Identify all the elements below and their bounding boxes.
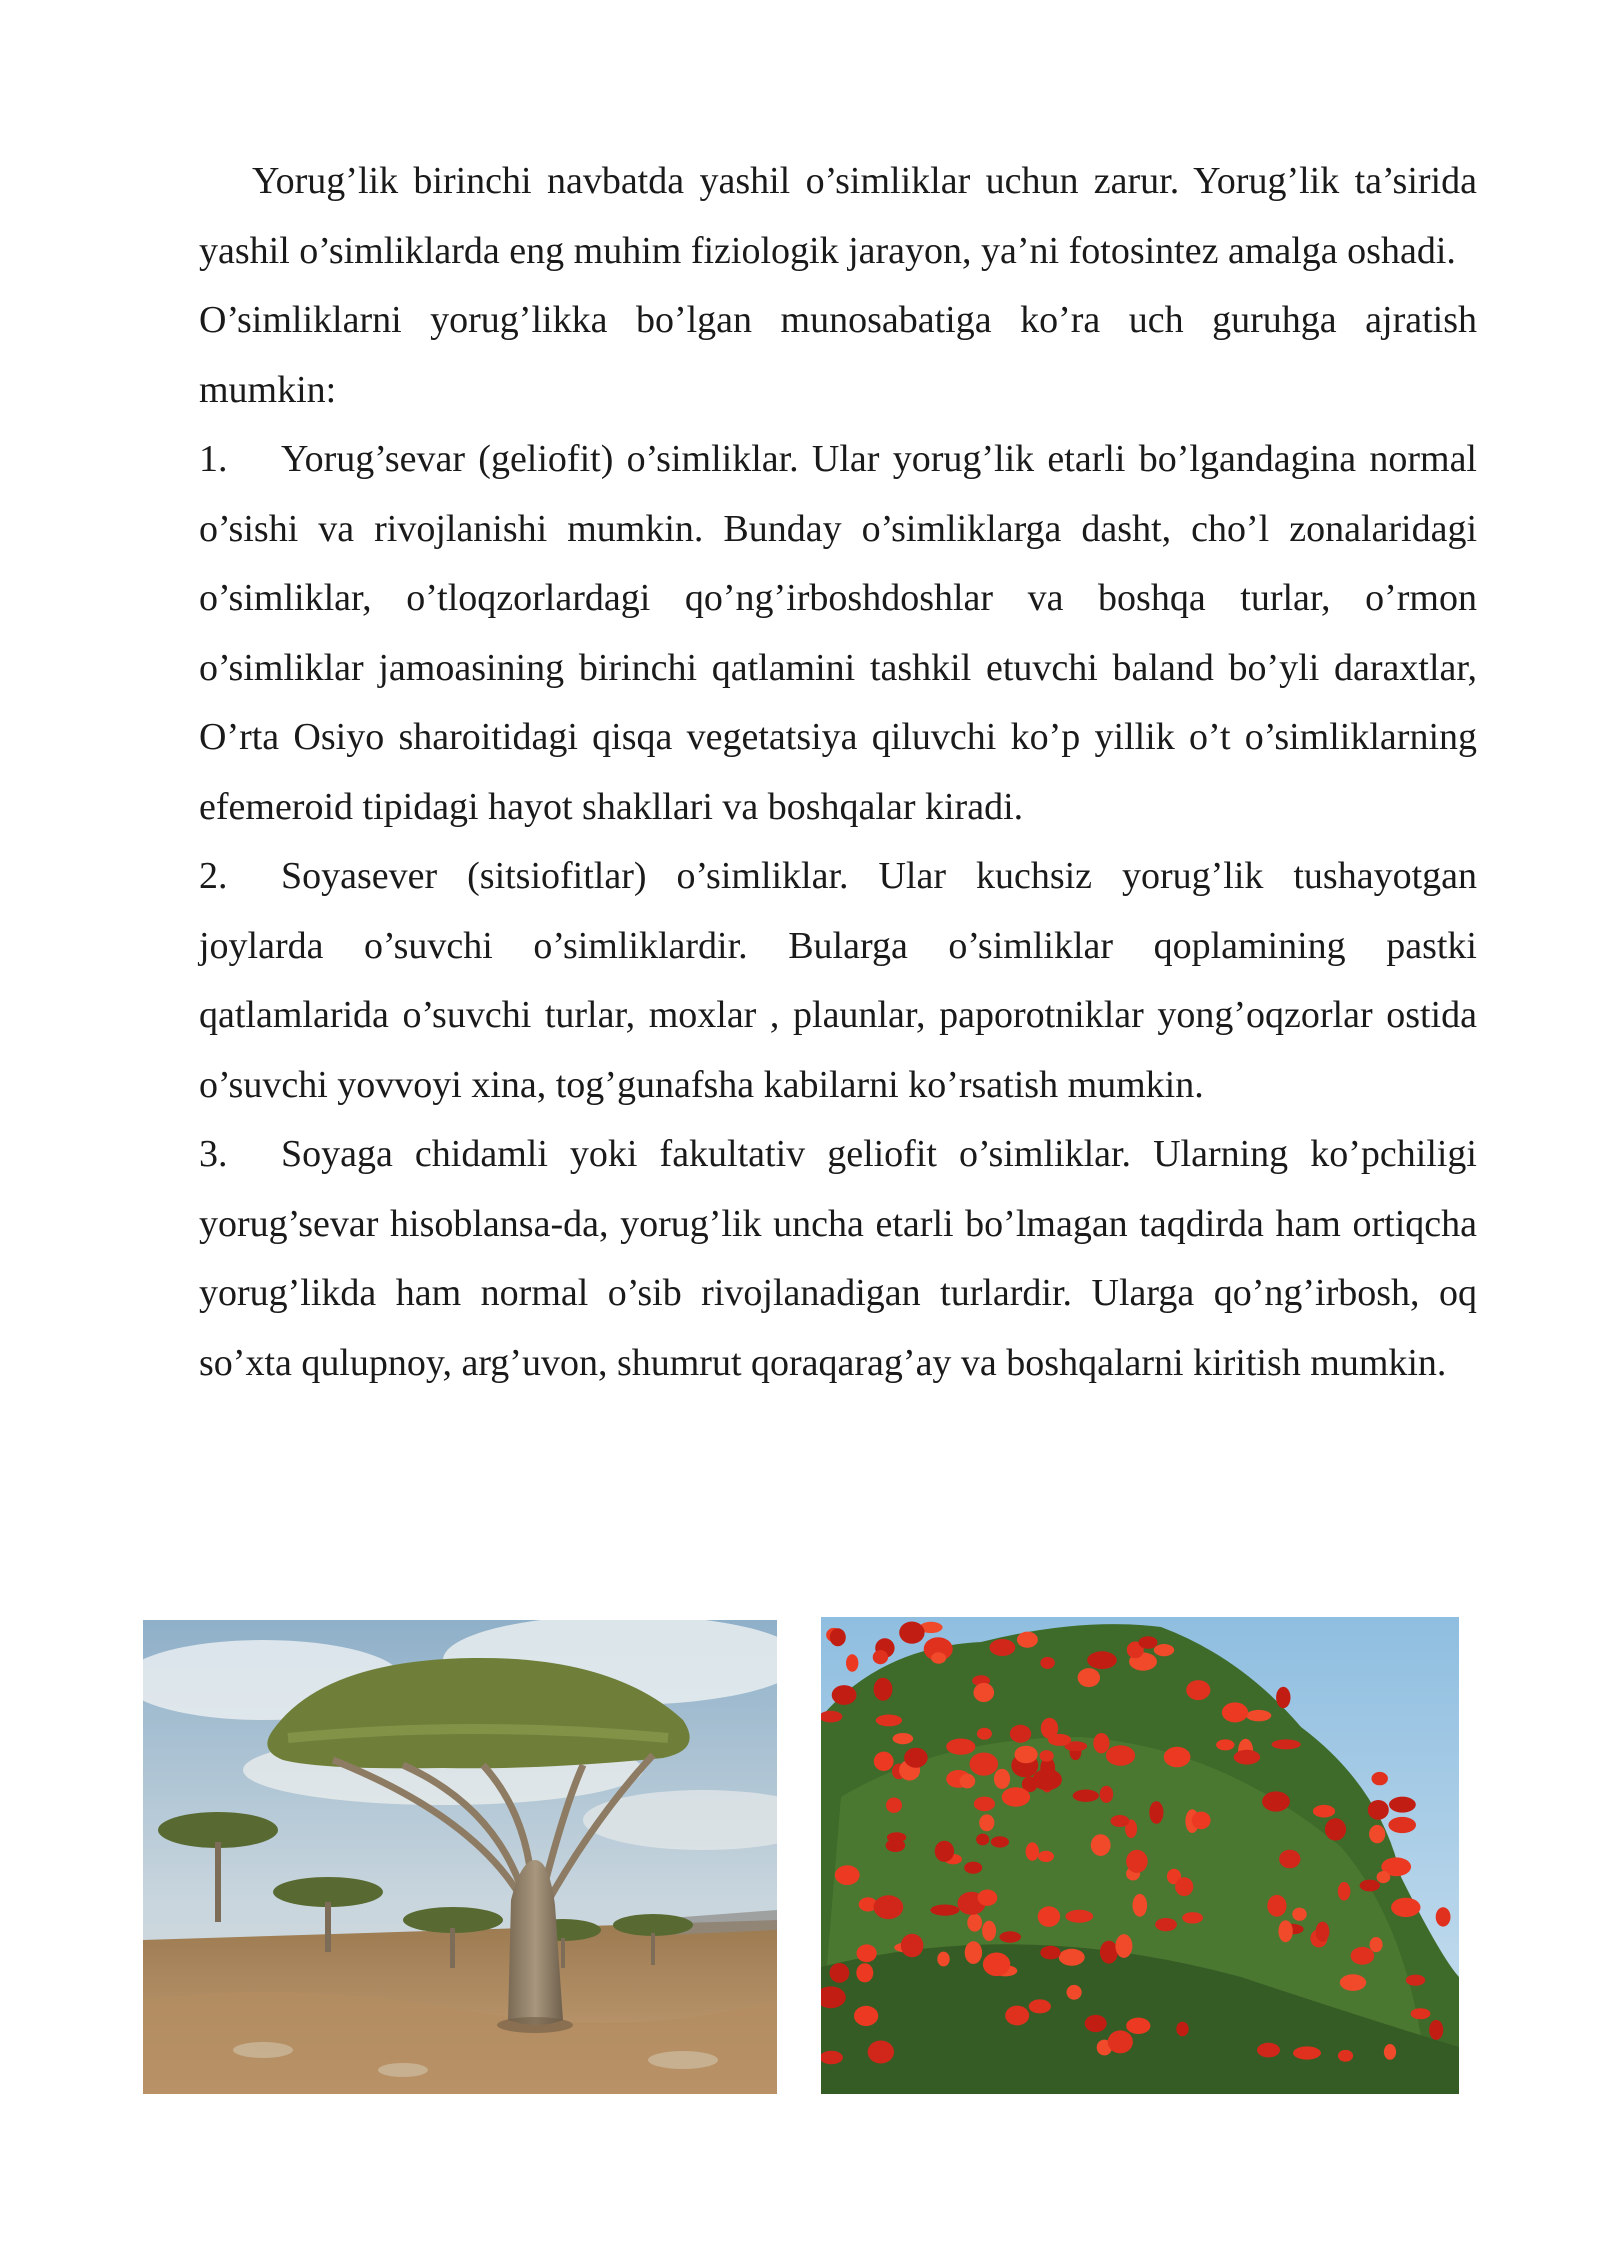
flower-cluster <box>1108 2030 1133 2053</box>
flower-cluster <box>1222 1702 1248 1722</box>
flower-cluster <box>904 1748 928 1768</box>
flower-cluster <box>979 1814 994 1831</box>
flower-cluster <box>1017 1632 1038 1648</box>
flower-cluster <box>970 1753 999 1776</box>
flower-cluster <box>1360 1880 1380 1892</box>
flower-cluster <box>1100 1786 1114 1803</box>
flower-cluster <box>1325 1818 1346 1840</box>
flower-cluster <box>1372 1772 1388 1785</box>
flower-cluster <box>1106 1745 1135 1766</box>
flower-cluster <box>1048 1734 1071 1746</box>
flower-cluster <box>1015 1746 1038 1764</box>
flower-cluster <box>1038 1851 1054 1862</box>
flower-cluster <box>982 1921 996 1941</box>
flower-cluster <box>1040 1750 1054 1762</box>
flower-cluster <box>874 1895 904 1919</box>
text-body <box>199 147 1477 1398</box>
flower-cluster <box>835 1865 860 1885</box>
flower-cluster <box>965 1941 982 1964</box>
intro-paragraph: Yorug’lik birinchi navbatda yashil o’simliklar uchun zarur. Yorug’lik ta’sirida yashil o’simliklarda eng muhim fiziologik jarayon, ya’ni fotosintez amalga oshadi. <box>199 160 1477 272</box>
flower-cluster <box>1182 1912 1203 1923</box>
flower-cluster <box>999 1931 1021 1942</box>
flower-cluster <box>977 1728 992 1740</box>
flower-cluster <box>935 1841 954 1862</box>
flower-cluster <box>1010 1725 1031 1743</box>
flower-cluster <box>1389 1797 1416 1813</box>
flowering-tree-photo <box>821 1617 1459 2094</box>
flower-cluster <box>1338 1882 1351 1901</box>
flower-cluster <box>1002 1787 1030 1807</box>
flower-cluster <box>1216 1739 1234 1750</box>
flower-cluster <box>1391 1898 1420 1917</box>
flower-cluster <box>1126 2018 1150 2034</box>
flower-cluster <box>1139 1636 1158 1649</box>
flower-cluster <box>1176 2022 1188 2036</box>
flower-cluster <box>873 1650 888 1664</box>
flower-cluster <box>1164 1747 1191 1768</box>
flower-cluster <box>1246 1710 1271 1721</box>
flower-cluster <box>874 1752 894 1771</box>
flower-cluster <box>1316 1922 1330 1942</box>
classification-paragraph: O’simliklarni yorug’likka bo’lgan munosabatiga ko’ra uch guruhga ajratish mumkin: <box>199 299 1477 411</box>
flower-cluster <box>1234 1750 1260 1765</box>
flower-cluster <box>857 1944 877 1962</box>
flower-cluster <box>1369 1825 1385 1843</box>
flower-cluster <box>1059 1949 1085 1966</box>
flower-cluster <box>1411 2008 1431 2019</box>
flower-cluster <box>899 1622 924 1644</box>
flower-cluster <box>1276 1687 1290 1708</box>
flower-cluster <box>976 1834 989 1846</box>
flower-cluster <box>1368 1800 1389 1820</box>
flower-cluster <box>1149 1801 1163 1824</box>
flower-cluster <box>1370 1937 1383 1952</box>
flower-cluster <box>1111 1815 1130 1827</box>
flower-cluster <box>856 1963 873 1982</box>
flower-cluster <box>1257 2043 1280 2058</box>
flower-cluster <box>1026 1842 1039 1860</box>
flower-cluster <box>1267 1895 1286 1917</box>
flower-cluster <box>937 1952 949 1967</box>
flower-cluster <box>854 2006 878 2026</box>
flower-cluster <box>960 1774 976 1789</box>
flower-cluster <box>1406 1975 1425 1986</box>
list-item-text: Yorug’sevar (geliofit) o’simliklar. Ular yorug’lik etarli bo’lgandagina normal o’sishi va rivojlanishi mumkin. Bunday o’simliklarga dasht, cho’l zonalaridagi o’simliklar, o’tloqzorlardagi qo’ng’irboshdoshlar va boshqa turlar, o’rmon o’simliklar jamoasining birinchi qatlamini tashkil etuvchi baland bo’yli daraxtlar, O’rta Osiyo sharoitidagi qisqa vegetatsiya qiluvchi ko’p yillik o’t o’simliklarning efemeroid tipidagi hayot shakllari va boshqalar kiradi. <box>199 438 1477 828</box>
flower-cluster <box>1040 1946 1060 1960</box>
list-number: 1. <box>199 438 228 480</box>
flower-cluster <box>994 1769 1010 1789</box>
flower-cluster <box>1293 2046 1321 2059</box>
flower-cluster <box>931 1652 946 1663</box>
flower-cluster <box>1292 1908 1306 1921</box>
list-item-text: Soyaga chidamli yoki fakultativ geliofit o’simliklar. Ularning ko’pchiligi yorug’sevar hisoblansa-da, yorug’lik uncha etarli bo’lmagan taqdirda ham ortiqcha yorug’likda ham normal o’sib rivojlanadigan turlardir. Ularga qo’ng’irbosh, oq so’xta qulupnoy, arg’uvon, shumrut qoraqarag’ay va boshqalarni kiritish mumkin. <box>199 1133 1477 1384</box>
flower-cluster <box>1272 1739 1301 1749</box>
flower-cluster <box>983 1953 1010 1977</box>
flower-cluster <box>886 1839 906 1852</box>
flower-cluster <box>978 1890 998 1906</box>
flower-cluster <box>974 1797 995 1812</box>
list-number: 2. <box>199 855 228 897</box>
flower-cluster <box>1005 2006 1029 2026</box>
flower-cluster <box>1087 1651 1117 1669</box>
flower-cluster <box>1029 1999 1051 2013</box>
flower-cluster <box>874 1678 893 1701</box>
dragon-tree-illustration <box>143 1620 777 2094</box>
flower-cluster <box>967 1914 982 1932</box>
flower-cluster <box>893 1733 914 1744</box>
flower-cluster <box>1262 1791 1290 1811</box>
flower-cluster <box>1186 1680 1210 1700</box>
flower-cluster <box>1384 2044 1396 2060</box>
flowering-tree-illustration <box>821 1617 1459 2094</box>
flower-cluster <box>901 1934 924 1958</box>
flower-cluster <box>1038 1906 1060 1927</box>
list-item <box>199 425 1477 842</box>
flower-cluster <box>964 1862 982 1874</box>
flower-cluster <box>1091 1834 1111 1856</box>
flower-cluster <box>1313 1805 1335 1818</box>
flower-cluster <box>1192 1812 1211 1830</box>
flower-cluster <box>832 1685 857 1705</box>
flower-cluster <box>1154 1644 1174 1656</box>
list-number: 3. <box>199 1133 228 1175</box>
flower-cluster <box>1100 1941 1118 1964</box>
flower-cluster <box>1340 1974 1366 1991</box>
dragon-tree-photo <box>143 1620 777 2094</box>
flower-cluster <box>930 1905 959 1916</box>
flower-cluster <box>1073 1790 1099 1802</box>
flower-cluster <box>1279 1850 1300 1869</box>
flower-cluster <box>1067 1985 1082 2000</box>
flower-cluster <box>1065 1910 1093 1923</box>
flower-cluster <box>876 1715 902 1727</box>
flower-cluster <box>1133 1894 1148 1917</box>
flower-cluster <box>830 1963 850 1983</box>
flower-cluster <box>974 1683 995 1702</box>
flower-cluster <box>1436 1907 1451 1926</box>
flower-cluster <box>1175 1877 1193 1896</box>
flower-cluster <box>1032 1769 1062 1790</box>
flower-cluster <box>846 1654 858 1672</box>
flower-cluster <box>1278 1920 1292 1942</box>
flower-cluster <box>1377 1871 1391 1883</box>
flower-cluster <box>1338 2050 1353 2062</box>
flower-cluster <box>868 2041 894 2064</box>
list-item <box>199 1120 1477 1398</box>
flower-cluster <box>830 1628 846 1646</box>
flower-cluster <box>1093 1733 1109 1753</box>
flower-cluster <box>1078 1668 1100 1687</box>
flower-cluster <box>1429 2020 1443 2040</box>
flower-cluster <box>1126 1850 1148 1873</box>
flower-cluster <box>1040 1657 1055 1669</box>
flower-cluster <box>1351 1947 1375 1965</box>
flower-cluster <box>1155 1918 1177 1931</box>
flower-cluster <box>990 1639 1016 1656</box>
flower-cluster <box>946 1739 975 1755</box>
flower-cluster <box>991 1836 1009 1847</box>
list-item-text: Soyasever (sitsiofitlar) o’simliklar. Ular kuchsiz yorug’lik tushayotgan joylarda o’suvchi o’simliklardir. Bularga o’simliklar qoplamining pastki qatlamlarida o’suvchi turlar, moxlar , plaunlar, paporotniklar yong’oqzorlar ostida o’suvchi yovvoyi xina, tog’gunafsha kabilarni ko’rsatish mumkin. <box>199 855 1477 1106</box>
list-item <box>199 842 1477 1120</box>
flower-cluster <box>1115 1934 1132 1958</box>
flower-cluster <box>886 1798 902 1813</box>
flower-cluster <box>1085 2015 1107 2032</box>
flower-cluster <box>1388 1817 1416 1833</box>
